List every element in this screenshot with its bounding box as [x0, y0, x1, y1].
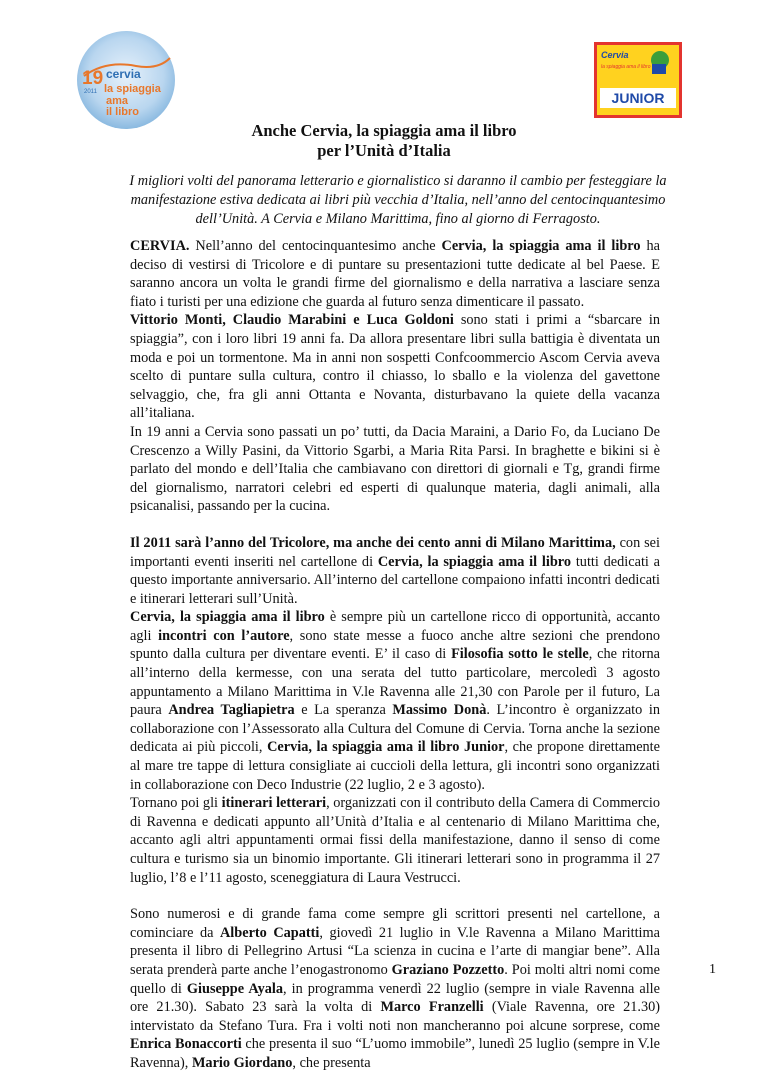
bold-text: Filosofia sotto le stelle	[451, 646, 589, 663]
article-title-line-1: Anche Cervia, la spiaggia ama il libro	[251, 121, 517, 140]
bold-text: Cervia, la spiaggia ama il libro Junior	[267, 739, 505, 756]
text-run: . Poi molti altri nomi come quello di	[130, 961, 660, 997]
text-run: tutti dedicati a questo importante anniversario. All’interno del cartellone compaiono infatti incontri dedicati e itinerari letterari sull’Unità.	[130, 553, 661, 607]
text-run: Sono numerosi e di grande fama come sempre gli scrittori presenti nel cartellone, a cominciare da	[130, 906, 660, 941]
bold-text: incontri con l’autore	[158, 627, 290, 644]
bold-text: Graziano Pozzetto	[391, 961, 505, 978]
body-paragraph	[130, 534, 660, 608]
junior-logo-cervia: Cervia	[601, 50, 629, 60]
article-subtitle: I migliori volti del panorama letterario e giornalistico si daranno il cambio per festeggiare la manifestazione estiva dedicata ai libri più vecchia d’Italia, nell’anno del centocinquantesimo dell’Unità. A Cervia e Milano Marittima, fino al giorno di Ferragosto.	[129, 173, 667, 227]
text-run: , che propone direttamente al mare tre tappe di lettura consigliate ai cuccioli della lettura, gli incontri sono organizzati in collaborazione con Deco Industrie (22 luglio, 2 e 3 agosto).	[130, 739, 660, 793]
text-run: ha deciso di vestirsi di Tricolore e di puntare su presentazioni tutte dedicate al bel Paese. E saranno ancora un volta le grandi firme del giornalismo e della narrativa a lasciare senza fiato i turisti per una edizione che guarda al futuro senza dimenticare il passato.	[130, 238, 661, 310]
logo-word-ama: ama	[106, 95, 129, 107]
junior-logo-tagline: la spiaggia ama il libro	[601, 64, 651, 70]
bold-text: Mario Giordano	[191, 1054, 293, 1071]
bold-text: Alberto Capatti	[219, 924, 320, 941]
body-paragraph	[130, 905, 660, 1072]
article-title	[0, 121, 768, 161]
text-run: che presenta il suo “L’uomo immobile”, lunedì 25 luglio (sempre in V.le Ravenna),	[130, 1036, 661, 1071]
logo-word-cervia: cervia	[106, 67, 141, 81]
text-run: , sono state messe a fuoco anche altre sezioni che prendono spunto dalla cultura per diventare eventi. E’ il caso di	[130, 627, 660, 663]
text-run: e La speranza	[294, 702, 393, 719]
bold-text: Enrica Bonaccorti	[130, 1036, 242, 1053]
text-run: è sempre più un cartellone ricco di opportunità, accanto agli	[130, 609, 660, 644]
article-body	[130, 237, 660, 1073]
text-run: (Viale Ravenna, ore 21.30) intervistato da Stefano Tura. Fra i volti noti non mancheranno poi alcune sorprese, come	[130, 999, 661, 1034]
body-paragraph	[130, 237, 660, 311]
logo-word-libro: il libro	[106, 106, 139, 118]
bold-text: Cervia, la spiaggia ama il libro	[377, 553, 572, 570]
bold-text: Cervia, la spiaggia ama il libro	[130, 609, 325, 626]
article-title-line-2: per l’Unità d’Italia	[317, 141, 451, 160]
body-paragraph	[130, 794, 660, 887]
cervia-festival-logo	[76, 30, 176, 130]
logo-number: 19	[82, 68, 104, 89]
bold-text: Giuseppe Ayala	[186, 980, 284, 997]
body-paragraph	[130, 608, 660, 794]
bold-text: Marco Franzelli	[380, 999, 484, 1016]
junior-logo	[594, 42, 682, 118]
logo-year: 2011	[84, 89, 97, 95]
text-run: Nell’anno del centocinquantesimo anche	[189, 238, 442, 254]
page-number: 1	[709, 962, 716, 977]
body-paragraph	[130, 311, 660, 423]
text-run: , che ritorna all’interno della kermesse, con una serata del tutto particolare, mercoledì 3 agosto appuntamento a Milano Marittima in V.le Ravenna alle 21,30 con Parole per il futuro, La paura	[130, 646, 660, 719]
bold-text: Massimo Donà	[392, 702, 487, 719]
text-run: , giovedì 21 luglio in V.le Ravenna a Milano Marittima presenta il libro di Pellegrino Artusi “La scienza in cucina e l’arte di mangiar bene”. Alla serata prenderà parte anche l’enogastronomo	[130, 924, 660, 978]
bold-text: Vittorio Monti, Claudio Marabini e Luca Goldoni	[130, 312, 454, 329]
text-run: , che presenta	[292, 1054, 371, 1071]
bold-text: itinerari letterari	[221, 795, 327, 812]
bold-text: Cervia, la spiaggia ama il libro	[441, 238, 641, 254]
body-paragraph	[130, 423, 660, 516]
text-run: sono stati i primi a “sbarcare in spiaggia”, con i loro libri 19 anni fa. Da allora presentare libri sulla battigia è diventata un moda e poi un tormentone. Ma in anni non sospetti Confcoommercio Ascom Cervia aveva scelto di puntare sulla cultura, contro il chiasso, lo sballo e la violenza del gavettone selvaggio, che, fra gli anni Ottanta e Novanta, disturbavano la quiete della vacanza all’italiana.	[130, 312, 661, 422]
logo-word-spiaggia: la spiaggia	[104, 83, 161, 95]
text-run: In 19 anni a Cervia sono passati un po’ tutti, da Dacia Maraini, a Dario Fo, da Luciano De Crescenzo a Willy Pasini, da Vittorio Sgarbi, a Maria Rita Parsi. In braghette e bikini si è parlato del mondo e dell’Italia che cambiavano con direttori di giornali e Tg, grandi firme del giornalismo, narratori celebri ed esperti di qualunque materia, dagli animali, alla psicanalisi, passando per la cucina.	[130, 423, 660, 515]
text-run: , organizzati con il contributo della Camera di Commercio di Ravenna e dedicati appunto all’Unità d’Italia e al centenario di Milano Marittima che, accanto agli altri appuntamenti ormai fissi della manifestazione, danno il senso di come cultura e turismo sia un binomio importante. Gli itinerari letterari sono in programma il 27 luglio, l’8 e l’11 agosto, sceneggiatura di Laura Vestrucci.	[130, 795, 661, 886]
text-run: , in programma venerdì 22 luglio (sempre in viale Ravenna alle ore 21.30). Sabato 23 sarà la volta di	[130, 980, 660, 1016]
bold-text: CERVIA.	[130, 238, 190, 254]
bucket-icon	[652, 64, 666, 74]
bold-text: Il 2011 sarà l’anno del Tricolore, ma anche dei cento anni di Milano Marittima,	[130, 534, 616, 551]
text-run: Tornano poi gli	[130, 795, 222, 812]
text-run: . L’incontro è organizzato in collaborazione con l’Assessorato alla Cultura del Comune di Cervia. Torna anche la sezione dedicata ai più piccoli,	[130, 702, 661, 756]
bold-text: Andrea Tagliapietra	[168, 702, 295, 719]
text-run: con sei importanti eventi inseriti nel cartellone di	[130, 534, 660, 570]
junior-logo-label: JUNIOR	[611, 90, 665, 106]
